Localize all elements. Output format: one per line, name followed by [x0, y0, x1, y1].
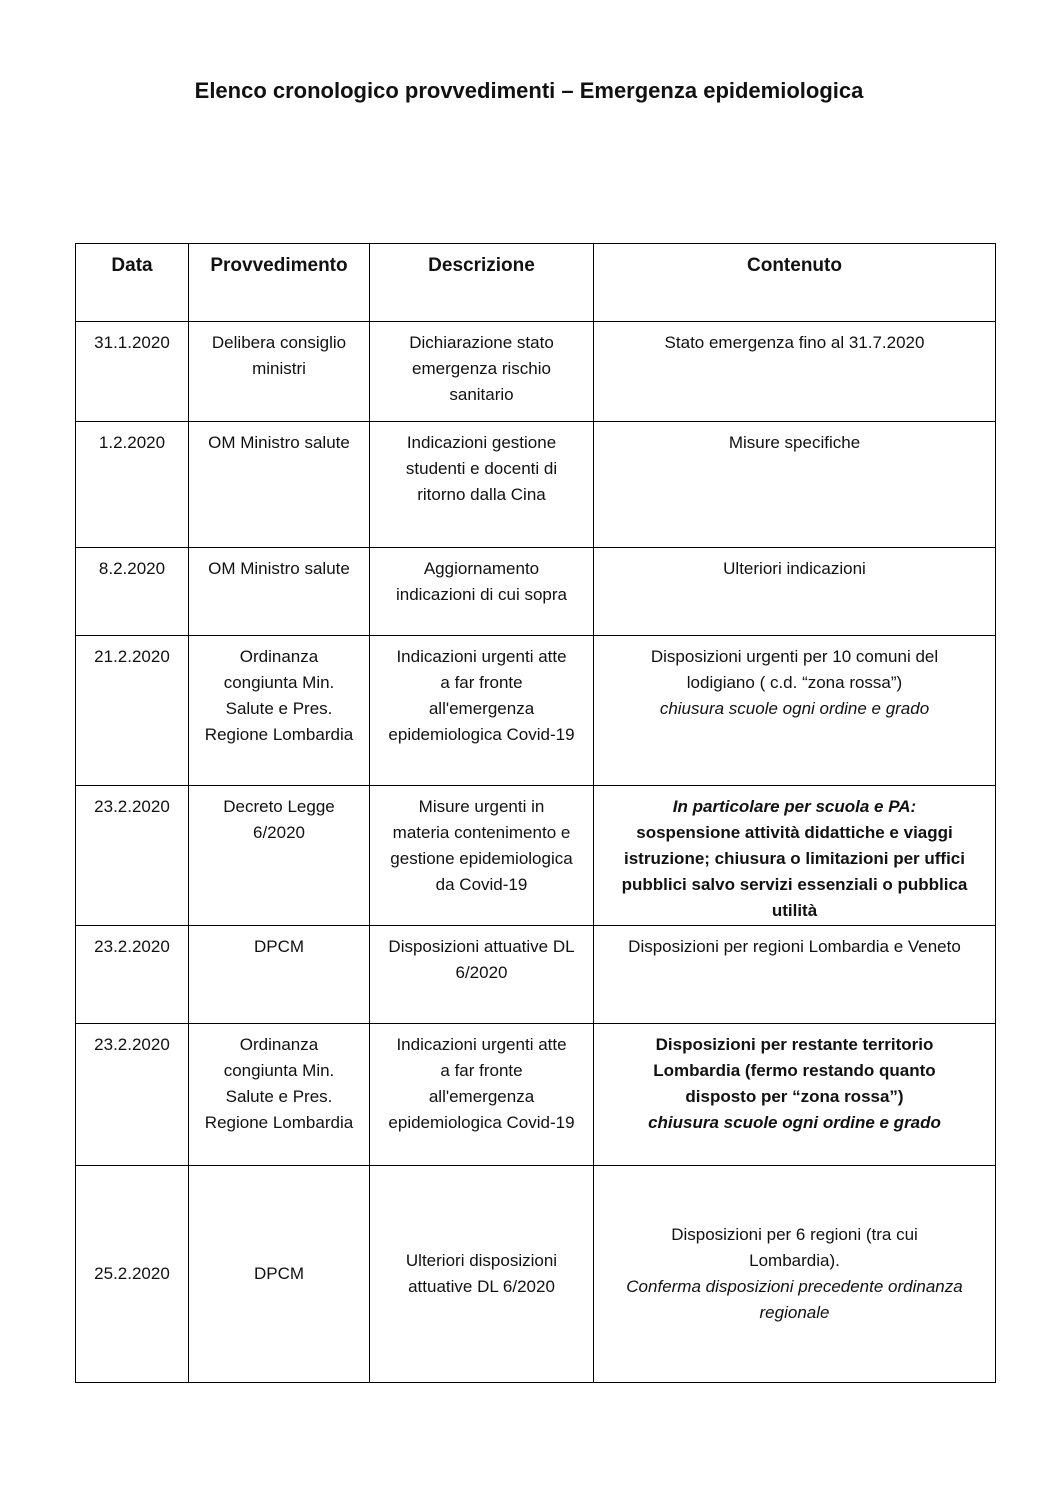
cell-descrizione-line: all'emergenza	[428, 1087, 535, 1106]
cell-provvedimento-line: Ordinanza	[239, 1035, 319, 1054]
cell-data-text: 8.2.2020	[98, 559, 166, 578]
cell-provvedimento	[189, 322, 370, 422]
cell-contenuto-line: Disposizioni urgenti per 10 comuni del	[650, 647, 939, 666]
cell-contenuto-line: In particolare per scuola e PA:	[672, 797, 917, 816]
cell-descrizione	[370, 786, 594, 926]
cell-contenuto-line: Lombardia (fermo restando quanto	[653, 1061, 936, 1080]
cell-contenuto-line: disposto per “zona rossa”)	[685, 1087, 904, 1106]
cell-data-text: 23.2.2020	[94, 1035, 170, 1054]
column-header-contenuto: Contenuto	[594, 244, 996, 322]
provvedimenti-table	[75, 243, 996, 1383]
cell-provvedimento-line: Ordinanza	[239, 647, 319, 666]
cell-provvedimento-line: 6/2020	[253, 823, 305, 842]
cell-provvedimento	[189, 548, 370, 636]
cell-descrizione-line: ritorno dalla Cina	[417, 485, 546, 504]
table-row	[76, 786, 996, 926]
cell-descrizione-line: epidemiologica Covid-19	[388, 725, 575, 744]
cell-data	[76, 422, 189, 548]
cell-descrizione-line: Aggiornamento	[423, 559, 540, 578]
cell-descrizione-line: a far fronte	[440, 673, 523, 692]
cell-contenuto-line: Conferma disposizioni precedente ordinanza	[626, 1277, 963, 1296]
table-header-row	[76, 244, 996, 322]
cell-descrizione	[370, 1166, 594, 1383]
cell-provvedimento-line: DPCM	[253, 1264, 305, 1283]
cell-descrizione-line: studenti e docenti di	[405, 459, 558, 478]
cell-descrizione-line: a far fronte	[440, 1061, 523, 1080]
cell-provvedimento	[189, 422, 370, 548]
cell-contenuto-line: Stato emergenza fino al 31.7.2020	[664, 333, 925, 352]
cell-descrizione	[370, 636, 594, 786]
table-row	[76, 548, 996, 636]
table-row	[76, 1166, 996, 1383]
table-row	[76, 636, 996, 786]
cell-contenuto-line: Misure specifiche	[728, 433, 861, 452]
cell-contenuto	[594, 1024, 996, 1166]
document-title: Elenco cronologico provvedimenti – Emergenza epidemiologica	[194, 78, 864, 103]
cell-provvedimento	[189, 1024, 370, 1166]
cell-data-text: 23.2.2020	[94, 797, 170, 816]
cell-contenuto	[594, 1166, 996, 1383]
column-header-data: Data	[76, 244, 189, 322]
cell-provvedimento	[189, 926, 370, 1024]
cell-provvedimento	[189, 786, 370, 926]
table-row	[76, 926, 996, 1024]
cell-provvedimento-line: OM Ministro salute	[208, 433, 350, 452]
cell-descrizione-line: emergenza rischio	[412, 359, 551, 378]
cell-provvedimento-line: Decreto Legge	[223, 797, 335, 816]
cell-contenuto-line: lodigiano ( c.d. “zona rossa”)	[686, 673, 903, 692]
cell-provvedimento-line: Regione Lombardia	[204, 725, 354, 744]
table-row	[76, 422, 996, 548]
cell-provvedimento	[189, 636, 370, 786]
cell-contenuto	[594, 422, 996, 548]
cell-data	[76, 636, 189, 786]
cell-data-text: 1.2.2020	[98, 433, 166, 452]
cell-contenuto-line: pubblici salvo servizi essenziali o pubblica	[621, 875, 968, 894]
cell-provvedimento-line: ministri	[252, 359, 306, 378]
cell-data-text: 21.2.2020	[94, 647, 170, 666]
cell-data-text: 23.2.2020	[94, 937, 170, 956]
cell-descrizione-line: Misure urgenti in	[418, 797, 545, 816]
cell-descrizione-line: epidemiologica Covid-19	[388, 1113, 575, 1132]
cell-descrizione-line: gestione epidemiologica	[390, 849, 573, 868]
cell-contenuto-line: Disposizioni per 6 regioni (tra cui	[671, 1225, 918, 1244]
table-row	[76, 1024, 996, 1166]
cell-contenuto	[594, 926, 996, 1024]
cell-descrizione-line: materia contenimento e	[392, 823, 571, 842]
column-header-descrizione: Descrizione	[370, 244, 594, 322]
cell-contenuto	[594, 636, 996, 786]
cell-contenuto-line: Disposizioni per restante territorio	[655, 1035, 934, 1054]
cell-contenuto	[594, 548, 996, 636]
cell-descrizione	[370, 322, 594, 422]
cell-descrizione-line: Dichiarazione stato	[409, 333, 554, 352]
cell-contenuto-line: sospensione attività didattiche e viaggi	[636, 823, 953, 842]
cell-contenuto-line: regionale	[759, 1303, 830, 1322]
cell-data	[76, 786, 189, 926]
cell-data	[76, 1024, 189, 1166]
cell-contenuto	[594, 786, 996, 926]
cell-provvedimento-line: Salute e Pres.	[225, 699, 333, 718]
cell-descrizione-line: Disposizioni attuative DL	[388, 937, 575, 956]
cell-descrizione-line: Indicazioni urgenti atte	[396, 1035, 567, 1054]
cell-contenuto-line: Ulteriori indicazioni	[723, 559, 866, 578]
cell-provvedimento-line: congiunta Min.	[223, 1061, 335, 1080]
cell-data-text: 25.2.2020	[94, 1264, 170, 1283]
cell-data	[76, 548, 189, 636]
cell-data	[76, 926, 189, 1024]
cell-contenuto-line: utilità	[771, 901, 818, 920]
cell-data	[76, 322, 189, 422]
cell-data-text: 31.1.2020	[94, 333, 170, 352]
column-header-provvedimento: Provvedimento	[189, 244, 370, 322]
cell-provvedimento-line: OM Ministro salute	[208, 559, 350, 578]
cell-descrizione-line: all'emergenza	[428, 699, 535, 718]
cell-descrizione	[370, 926, 594, 1024]
cell-descrizione-line: sanitario	[449, 385, 514, 404]
cell-provvedimento-line: DPCM	[253, 937, 305, 956]
cell-provvedimento-line: Delibera consiglio	[211, 333, 347, 352]
cell-contenuto-line: chiusura scuole ogni ordine e grado	[659, 699, 930, 718]
cell-descrizione	[370, 422, 594, 548]
cell-descrizione-line: 6/2020	[455, 963, 508, 982]
cell-descrizione-line: Indicazioni gestione	[406, 433, 557, 452]
cell-provvedimento-line: congiunta Min.	[223, 673, 335, 692]
cell-contenuto	[594, 322, 996, 422]
cell-descrizione-line: Indicazioni urgenti atte	[396, 647, 567, 666]
cell-contenuto-line: istruzione; chiusura o limitazioni per uffici	[624, 849, 965, 868]
cell-provvedimento-line: Salute e Pres.	[225, 1087, 333, 1106]
cell-provvedimento-line: Regione Lombardia	[204, 1113, 354, 1132]
cell-descrizione-line: da Covid-19	[435, 875, 528, 894]
cell-contenuto-line: Lombardia).	[749, 1251, 840, 1270]
cell-provvedimento	[189, 1166, 370, 1383]
cell-descrizione	[370, 1024, 594, 1166]
table-row	[76, 322, 996, 422]
cell-descrizione	[370, 548, 594, 636]
cell-contenuto-line: Disposizioni per regioni Lombardia e Veneto	[628, 937, 961, 956]
cell-descrizione-line: indicazioni di cui sopra	[395, 585, 568, 604]
cell-data	[76, 1166, 189, 1383]
cell-descrizione-line: Ulteriori disposizioni	[405, 1251, 558, 1270]
cell-descrizione-line: attuative DL 6/2020	[408, 1277, 555, 1296]
cell-contenuto-line: chiusura scuole ogni ordine e grado	[648, 1113, 941, 1132]
